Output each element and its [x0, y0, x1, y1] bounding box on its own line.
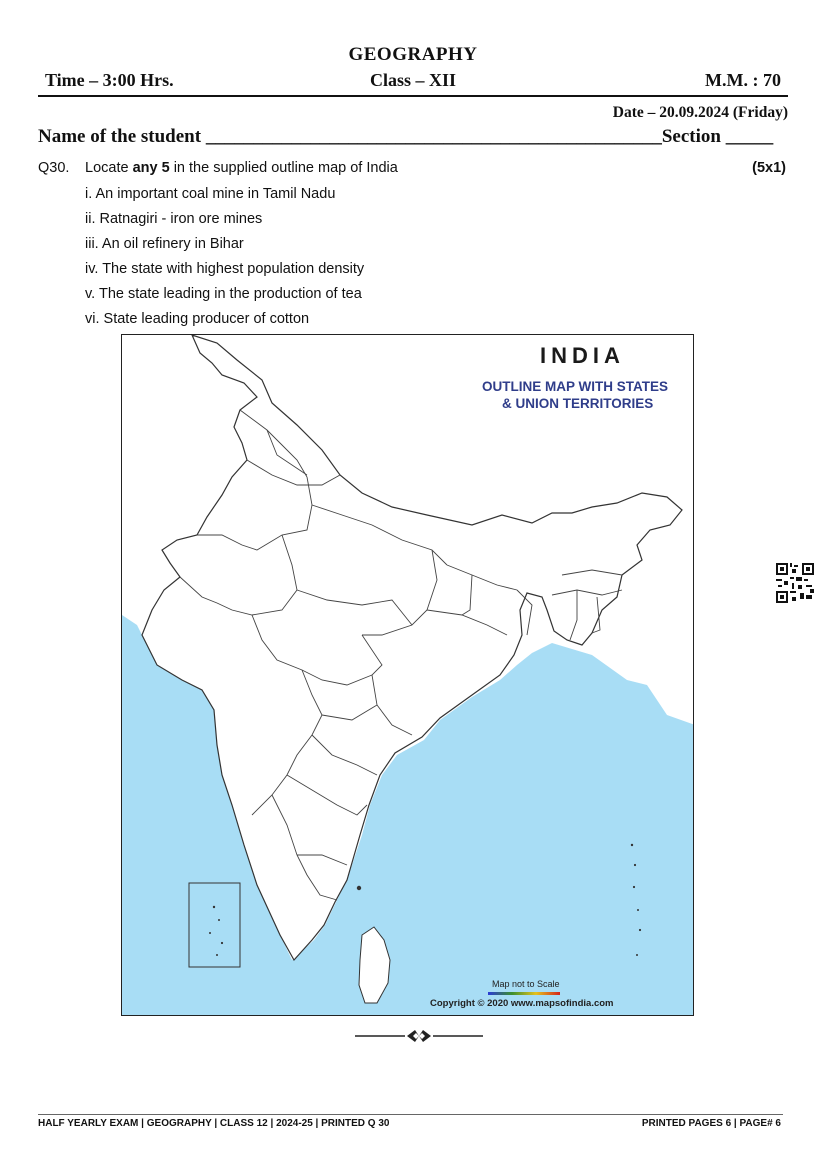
scale-note: Map not to Scale	[492, 979, 560, 989]
subject-title: GEOGRAPHY	[348, 44, 478, 65]
qr-code-icon	[776, 563, 814, 603]
header-divider	[38, 95, 788, 97]
question-text	[85, 160, 398, 176]
question-text-start: Locate	[85, 160, 133, 176]
end-ornament	[355, 1026, 483, 1046]
option-item: v. The state leading in the production of tea	[85, 286, 362, 302]
option-item: ii. Ratnagiri - iron ore mines	[85, 211, 263, 227]
option-item: iv. The state with highest population density	[85, 261, 365, 277]
name-blank: ________________________________________________	[205, 126, 662, 147]
section-blank: _____	[725, 126, 774, 147]
map-drawing	[122, 335, 694, 1016]
footer-right: PRINTED PAGES 6 | PAGE# 6	[641, 1118, 781, 1129]
option-item: vi. State leading producer of cotton	[85, 311, 310, 327]
map-copyright: Copyright © 2020 www.mapsofindia.com	[430, 998, 614, 1009]
max-marks: M.M. : 70	[705, 70, 781, 90]
exam-time: Time – 3:00 Hrs.	[45, 70, 174, 90]
map-subtitle-line2: & UNION TERRITORIES	[502, 396, 654, 411]
class-label: Class – XII	[369, 70, 457, 90]
question-options	[85, 182, 364, 332]
question-marks: (5x1)	[752, 160, 786, 176]
name-label: Name of the student	[38, 126, 202, 147]
option-item: iii. An oil refinery in Bihar	[85, 236, 244, 252]
question-text-end: in the supplied outline map of India	[169, 160, 398, 176]
map-subtitle-line1: OUTLINE MAP WITH STATES	[482, 379, 668, 394]
exam-date: Date – 20.09.2024 (Friday)	[612, 104, 788, 121]
question-number: Q30.	[38, 160, 70, 176]
footer-left: HALF YEARLY EXAM | GEOGRAPHY | CLASS 12 | 2024-25 | PRINTED Q 30	[38, 1118, 390, 1129]
section-label: Section	[661, 126, 721, 147]
student-name-row	[38, 126, 773, 148]
map-title: INDIA	[540, 343, 625, 368]
scale-bar	[488, 992, 560, 995]
india-outline-map	[121, 334, 694, 1016]
footer-divider	[38, 1114, 783, 1115]
option-item: i. An important coal mine in Tamil Nadu	[85, 186, 336, 202]
question-text-emphasis: any 5	[132, 160, 170, 176]
